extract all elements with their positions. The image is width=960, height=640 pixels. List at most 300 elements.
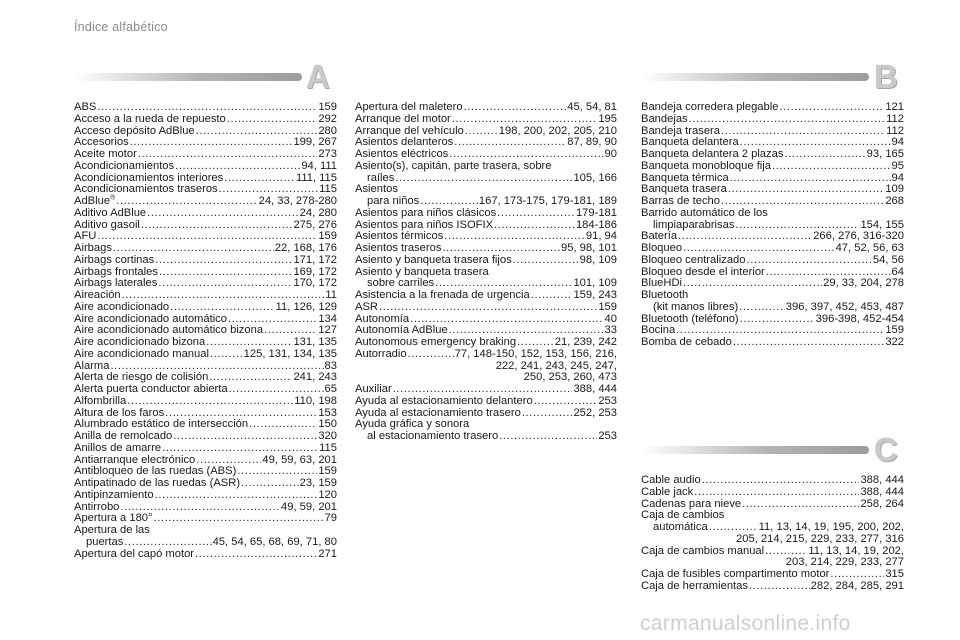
entry-term: Caja de cambios manual xyxy=(641,544,765,557)
entry-term: Bandejas xyxy=(641,112,688,125)
page-numbers: 268 xyxy=(885,195,904,207)
section-a-divider xyxy=(74,73,302,81)
entry-term: Aire acondicionado bizona xyxy=(74,336,206,348)
entry-term: Banqueta térmica xyxy=(641,171,729,184)
page-numbers: 120 xyxy=(318,488,337,501)
dot-leader xyxy=(513,255,579,267)
entry-term: Acceso depósito AdBlue xyxy=(74,124,195,137)
page-numbers: 150 xyxy=(318,418,337,431)
entry-term: Anillos de amarre xyxy=(74,441,162,454)
dot-leader xyxy=(393,384,573,396)
dot-leader xyxy=(747,255,872,267)
index-entry[interactable] xyxy=(74,349,337,361)
page-numbers: 95 xyxy=(891,159,904,172)
entry-term: Arranque del motor xyxy=(355,112,451,125)
page-numbers: 11, 13, 14, 19, 195, 200, 202, xyxy=(758,521,904,533)
index-entry[interactable] xyxy=(641,302,904,314)
page-numbers: 134 xyxy=(318,312,337,325)
page-numbers: 388, 444 xyxy=(860,485,904,498)
watermark: carmanualsonline.info xyxy=(640,612,851,635)
dot-leader xyxy=(159,267,292,279)
dot-leader xyxy=(147,208,299,220)
page-numbers: 49, 59, 63, 201 xyxy=(262,453,337,466)
page-numbers: 23, 159 xyxy=(299,477,337,489)
dot-leader xyxy=(154,513,324,525)
entry-term: Apertura del capó motor xyxy=(74,547,195,560)
page-numbers: 11 xyxy=(325,289,337,301)
page-numbers: 87, 89, 90 xyxy=(567,136,617,149)
page-numbers: 127 xyxy=(318,324,337,337)
dot-leader xyxy=(531,290,573,302)
entry-term: Bloqueo centralizado xyxy=(641,253,746,266)
entry-term: Cadenas para nieve xyxy=(641,497,742,510)
index-entry[interactable] xyxy=(74,161,337,173)
index-entry[interactable] xyxy=(355,396,617,408)
entry-term: Aire acondicionado automático bizona xyxy=(74,324,264,337)
index-entry[interactable] xyxy=(74,196,337,208)
page-numbers: 159 xyxy=(318,101,337,113)
dot-leader xyxy=(694,487,859,499)
entry-term: para niños xyxy=(367,195,420,207)
page-numbers: 131, 135 xyxy=(293,336,337,348)
dot-leader xyxy=(772,161,891,173)
section-b-divider xyxy=(641,73,869,81)
page-numbers: 258, 264 xyxy=(860,497,904,510)
page-numbers: 320 xyxy=(318,430,337,442)
dot-leader xyxy=(113,243,274,255)
entry-term: raíles xyxy=(367,171,395,184)
page-numbers: 159 xyxy=(598,300,617,313)
page-numbers: 91, 94 xyxy=(585,230,617,243)
entry-term: ABS xyxy=(74,101,97,113)
dot-leader xyxy=(130,137,293,149)
index-entry[interactable] xyxy=(641,569,904,581)
dot-leader xyxy=(241,478,299,490)
entry-term: Barrido automático de los xyxy=(641,206,768,219)
entry-term: Ayuda gráfica y sonora xyxy=(355,418,470,431)
page-numbers: 110, 198 xyxy=(294,394,337,407)
page-numbers: 292 xyxy=(318,112,337,125)
index-column-a-part1 xyxy=(74,102,337,560)
dot-leader xyxy=(721,126,885,138)
index-entry[interactable] xyxy=(355,290,617,302)
dot-leader xyxy=(116,196,257,208)
index-entry[interactable] xyxy=(355,302,617,314)
dot-leader xyxy=(122,290,325,302)
index-entry[interactable] xyxy=(74,243,337,255)
entry-term: Autonomía AdBlue xyxy=(355,324,448,337)
page-numbers: 205, 214, 215, 229, 233, 277, 316 xyxy=(736,532,904,545)
entry-term: Cable jack xyxy=(641,485,694,498)
entry-term: Antipatinado de las ruedas (ASR) xyxy=(74,477,241,489)
entry-term: Bluetooth (teléfono) xyxy=(641,312,739,325)
entry-term: automática xyxy=(653,521,708,533)
entry-term: Arranque del vehículo xyxy=(355,124,464,137)
dot-leader xyxy=(730,173,891,185)
entry-term: Cable audio xyxy=(641,474,701,486)
page-numbers: 93, 165 xyxy=(866,148,904,160)
index-entry[interactable] xyxy=(641,255,904,267)
page-numbers: 94, 111 xyxy=(301,159,337,172)
index-entry[interactable] xyxy=(74,149,337,161)
entry-term: Asiento y banqueta trasera xyxy=(355,265,489,278)
entry-term: Autorradio xyxy=(355,347,407,360)
dot-leader xyxy=(499,431,597,443)
index-entry[interactable] xyxy=(74,114,337,126)
entry-term: Antipinzamiento xyxy=(74,488,154,501)
dot-leader xyxy=(522,408,573,420)
dot-leader xyxy=(689,114,886,126)
dot-leader xyxy=(173,431,317,443)
page-numbers: 322 xyxy=(885,336,904,348)
dot-leader xyxy=(141,220,293,232)
entry-term: (kit manos libres) xyxy=(653,300,739,313)
entry-term: Aceite motor xyxy=(74,148,137,160)
entry-term: Alarma xyxy=(74,359,110,372)
section-c-letter: C xyxy=(874,431,898,468)
entry-term: Airbags laterales xyxy=(74,277,158,290)
page-numbers: 65 xyxy=(324,383,337,395)
page-numbers: 11, 126, 129 xyxy=(275,300,337,313)
entry-term: Banqueta monobloque fija xyxy=(641,159,772,172)
page-numbers: 388, 444 xyxy=(860,474,904,486)
page-numbers: 271 xyxy=(318,547,337,560)
page-numbers: 77, 148-150, 152, 153, 156, 216, xyxy=(454,347,617,360)
dot-leader xyxy=(739,302,785,314)
page-numbers: 94 xyxy=(891,136,904,149)
entry-term: Ayuda al estacionamiento trasero xyxy=(355,406,521,419)
dot-leader xyxy=(733,337,885,349)
page-numbers: 47, 52, 56, 63 xyxy=(835,242,904,254)
index-entry[interactable] xyxy=(74,208,337,220)
dot-leader xyxy=(454,137,566,149)
page-numbers: 40 xyxy=(604,312,617,325)
dot-leader xyxy=(408,349,454,361)
entry-term: Acondicionamientos interiores xyxy=(74,171,224,184)
page-numbers: 315 xyxy=(885,568,904,580)
entry-term: Asientos traseros xyxy=(355,242,442,254)
entry-term: Auxiliar xyxy=(355,383,392,395)
entry-term: Aditivo AdBlue xyxy=(74,206,147,219)
index-column-a-part2 xyxy=(355,102,617,443)
dot-leader xyxy=(138,149,318,161)
entry-term: AFU xyxy=(74,230,97,243)
entry-term: Apertura a 180° xyxy=(74,512,153,525)
index-entry[interactable] xyxy=(355,102,617,114)
page-numbers: 184-186 xyxy=(575,218,617,231)
page-numbers: 159 xyxy=(318,230,337,243)
dot-leader xyxy=(830,569,884,581)
index-entry[interactable] xyxy=(74,478,337,490)
page-numbers: 159 xyxy=(318,465,337,478)
dot-leader xyxy=(683,243,835,255)
entry-term: Acondicionamientos xyxy=(74,159,175,172)
dot-leader xyxy=(206,337,292,349)
dot-leader xyxy=(678,231,812,243)
page-numbers: 154, 155 xyxy=(860,218,904,231)
index-entry[interactable] xyxy=(74,302,337,314)
entry-term: Alumbrado estático de intersección xyxy=(74,418,249,431)
index-entry[interactable] xyxy=(74,220,337,232)
dot-leader xyxy=(170,302,274,314)
page-title: Índice alfabético xyxy=(74,20,168,34)
dot-leader xyxy=(127,396,293,408)
index-entry[interactable] xyxy=(641,314,904,326)
entry-term: Autonomous emergency braking xyxy=(355,336,517,348)
dot-leader xyxy=(749,581,810,593)
dot-leader xyxy=(784,149,865,161)
dot-leader xyxy=(227,114,318,126)
entry-term: Apertura del maletero xyxy=(355,101,463,113)
page-numbers: 111, 115 xyxy=(295,171,337,184)
page-numbers: 83 xyxy=(324,359,337,372)
entry-term: ASR xyxy=(355,300,379,313)
dot-leader xyxy=(155,490,318,502)
page-numbers: 109 xyxy=(885,183,904,196)
entry-term: Bandeja trasera xyxy=(641,124,720,137)
page-numbers: 159, 243 xyxy=(573,289,617,301)
entry-term: Bandeja corredera plegable xyxy=(641,101,779,113)
index-entry[interactable] xyxy=(355,196,617,208)
entry-term: Airbags frontales xyxy=(74,265,158,278)
dot-leader xyxy=(702,475,860,487)
index-entry[interactable] xyxy=(74,384,337,396)
index-entry[interactable] xyxy=(74,337,337,349)
section-c-divider xyxy=(641,446,869,454)
entry-term: limpiaparabrisas xyxy=(653,218,735,231)
entry-term: Aire acondicionado xyxy=(74,300,170,313)
page-numbers: 64 xyxy=(891,265,904,278)
entry-term: Alfombrilla xyxy=(74,394,127,407)
entry-term: Anilla de remolcado xyxy=(74,430,173,442)
index-column-b xyxy=(641,102,904,349)
dot-leader xyxy=(779,102,884,114)
dot-leader xyxy=(534,396,598,408)
index-entry[interactable] xyxy=(74,290,337,302)
page-numbers: 253 xyxy=(598,394,617,407)
dot-leader xyxy=(229,384,324,396)
index-column-c xyxy=(641,475,904,593)
dot-leader xyxy=(175,161,300,173)
entry-term: Aditivo gasoil xyxy=(74,218,140,231)
entry-term: Banqueta trasera xyxy=(641,183,727,196)
entry-term: Accesorios xyxy=(74,136,129,149)
index-entry[interactable] xyxy=(355,431,617,443)
section-a-letter: A xyxy=(306,58,330,95)
page-numbers: 90 xyxy=(604,148,617,160)
index-entry-heading xyxy=(641,208,904,220)
page-numbers: 198, 200, 202, 205, 210 xyxy=(498,124,617,137)
entry-term: Asientos eléctricos xyxy=(355,148,449,160)
entry-term: Aire acondicionado automático xyxy=(74,312,227,325)
index-entry[interactable] xyxy=(641,475,904,487)
index-entry[interactable] xyxy=(74,537,337,549)
page-numbers: 266, 276, 316-320 xyxy=(813,230,904,243)
page-numbers: 253 xyxy=(598,430,617,442)
index-entry[interactable] xyxy=(355,337,617,349)
page-numbers: 167, 173-175, 179-181, 189 xyxy=(478,195,617,207)
entry-term: Asientos delanteros xyxy=(355,136,454,149)
page-numbers: 195 xyxy=(598,112,617,125)
page-numbers: 199, 267 xyxy=(293,136,337,149)
entry-term: Caja de fusibles compartimento motor xyxy=(641,568,830,580)
page-numbers: 280 xyxy=(318,124,337,137)
page-numbers: 396-398, 452-454 xyxy=(815,312,904,325)
index-entry[interactable] xyxy=(74,431,337,443)
index-entry[interactable] xyxy=(355,208,617,220)
entry-term: Asientos para niños clásicos xyxy=(355,206,497,219)
page-numbers: 33 xyxy=(604,324,617,337)
page-numbers: 203, 214, 229, 233, 277 xyxy=(785,556,904,569)
index-entry[interactable] xyxy=(641,149,904,161)
page-numbers: 170, 172 xyxy=(293,277,337,290)
page-numbers: 45, 54, 81 xyxy=(567,101,617,113)
dot-leader xyxy=(420,196,478,208)
entry-term: Aireación xyxy=(74,289,121,301)
entry-term: Antirrobo xyxy=(74,500,120,513)
entry-term: Aire acondicionado manual xyxy=(74,347,209,360)
page-numbers: 112 xyxy=(886,112,904,125)
index-entry[interactable] xyxy=(355,384,617,396)
dot-leader xyxy=(728,184,884,196)
entry-term: Banqueta delantera 2 plazas xyxy=(641,148,784,160)
page-numbers: 24, 280 xyxy=(299,206,337,219)
entry-term: Airbags xyxy=(74,242,112,254)
page-numbers: 153 xyxy=(318,406,337,419)
entry-term: Bocina xyxy=(641,324,676,337)
page-numbers: 22, 168, 176 xyxy=(274,242,337,254)
index-entry-continuation xyxy=(641,534,904,546)
index-entry[interactable] xyxy=(641,114,904,126)
entry-term: Asistencia a la frenada de urgencia xyxy=(355,289,530,301)
page-numbers: 125, 131, 134, 135 xyxy=(243,347,337,360)
dot-leader xyxy=(155,255,292,267)
entry-term: Bomba de cebado xyxy=(641,336,732,348)
index-entry[interactable] xyxy=(74,490,337,502)
page-numbers: 115 xyxy=(319,183,337,196)
dot-leader xyxy=(742,499,859,511)
index-entry[interactable] xyxy=(641,337,904,349)
entry-term: Caja de cambios xyxy=(641,509,725,522)
dot-leader xyxy=(683,278,822,290)
index-entry[interactable] xyxy=(641,102,904,114)
page-numbers: 282, 284, 285, 291 xyxy=(810,579,904,592)
index-entry[interactable] xyxy=(641,161,904,173)
dot-leader xyxy=(465,126,498,138)
page-numbers: 250, 253, 260, 473 xyxy=(523,371,617,384)
dot-leader xyxy=(124,537,211,549)
dot-leader xyxy=(740,314,815,326)
dot-leader xyxy=(464,102,567,114)
entry-term: puertas xyxy=(86,535,124,548)
page-numbers: 94 xyxy=(891,171,904,184)
dot-leader xyxy=(224,173,295,185)
dot-leader xyxy=(517,337,554,349)
entry-term: Antibloqueo de las ruedas (ABS) xyxy=(74,465,237,478)
dot-leader xyxy=(158,278,292,290)
dot-leader xyxy=(442,243,560,255)
entry-term: Airbags cortinas xyxy=(74,253,155,266)
dot-leader xyxy=(494,220,575,232)
page-numbers: 171, 172 xyxy=(293,253,337,266)
dot-leader xyxy=(195,549,317,561)
page-numbers: 222, 241, 243, 245, 247, xyxy=(495,359,617,372)
entry-term: Altura de los faros xyxy=(74,406,165,419)
page-numbers: 241, 243 xyxy=(293,371,337,384)
page-numbers: 252, 253 xyxy=(573,406,617,419)
page-numbers: 95, 98, 101 xyxy=(561,242,617,254)
dot-leader xyxy=(497,208,575,220)
entry-term: Autonomía xyxy=(355,312,410,325)
index-entry[interactable] xyxy=(641,243,904,255)
index-entry-heading xyxy=(641,290,904,302)
entry-term: Acceso a la rueda de repuesto xyxy=(74,112,226,125)
index-entry[interactable] xyxy=(74,443,337,455)
entry-term: Bloqueo xyxy=(641,242,683,254)
entry-term: Ayuda al estacionamiento delantero xyxy=(355,394,533,407)
entry-term: Asiento y banqueta trasera fijos xyxy=(355,253,512,266)
index-entry[interactable] xyxy=(641,487,904,499)
page-numbers: 275, 276 xyxy=(293,218,337,231)
page-numbers: 101, 109 xyxy=(573,277,617,290)
index-entry-heading xyxy=(355,161,617,173)
section-b-letter: B xyxy=(874,58,898,95)
entry-term: Alerta de riesgo de colisión xyxy=(74,371,209,384)
page-numbers: 112 xyxy=(886,124,904,137)
page-numbers: 98, 109 xyxy=(579,253,617,266)
entry-term: Bluetooth xyxy=(641,289,689,301)
entry-term: al estacionamiento trasero xyxy=(367,430,499,442)
index-entry[interactable] xyxy=(74,102,337,114)
page-numbers: 388, 444 xyxy=(573,383,617,395)
entry-term: Caja de herramientas xyxy=(641,579,748,592)
page-numbers: 396, 397, 452, 453, 487 xyxy=(785,300,904,313)
page-numbers: 21, 239, 242 xyxy=(554,336,617,348)
dot-leader xyxy=(452,114,598,126)
page-numbers: 24, 33, 278-280 xyxy=(258,195,337,207)
entry-term: Bloqueo desde el interior xyxy=(641,265,765,278)
page-numbers: 115 xyxy=(319,441,337,454)
page-numbers: 179-181 xyxy=(575,206,617,219)
page-numbers: 29, 33, 204, 278 xyxy=(823,277,904,290)
entry-term: Asientos xyxy=(355,183,398,196)
index-entry[interactable] xyxy=(355,114,617,126)
index-entry[interactable] xyxy=(74,255,337,267)
index-entry[interactable] xyxy=(74,396,337,408)
dot-leader xyxy=(395,173,572,185)
entry-term: Apertura de las xyxy=(74,524,150,536)
index-entry[interactable] xyxy=(74,549,337,561)
entry-term: BlueHDi xyxy=(641,277,683,290)
page-numbers: 54, 56 xyxy=(872,253,904,266)
entry-term: Asiento(s), capitán, parte trasera, sobre xyxy=(355,159,552,172)
entry-term: Asientos para niños ISOFIX xyxy=(355,218,494,231)
page-numbers: 11, 13, 14, 19, 202, xyxy=(808,544,904,557)
entry-term: AdBlue® xyxy=(74,194,116,207)
index-entry[interactable] xyxy=(355,243,617,255)
page-numbers: 159 xyxy=(885,324,904,337)
dot-leader xyxy=(249,419,317,431)
page-numbers: 79 xyxy=(324,512,337,525)
entry-term: Batería xyxy=(641,230,678,243)
entry-term: Acondicionamientos traseros xyxy=(74,183,218,196)
entry-term: Barras de techo xyxy=(641,195,720,207)
entry-term: Banqueta delantera xyxy=(641,136,739,149)
index-entry-heading xyxy=(74,525,337,537)
entry-term: sobre carriles xyxy=(367,277,435,290)
page-numbers: 49, 59, 201 xyxy=(281,500,337,513)
index-entry[interactable] xyxy=(641,581,904,593)
